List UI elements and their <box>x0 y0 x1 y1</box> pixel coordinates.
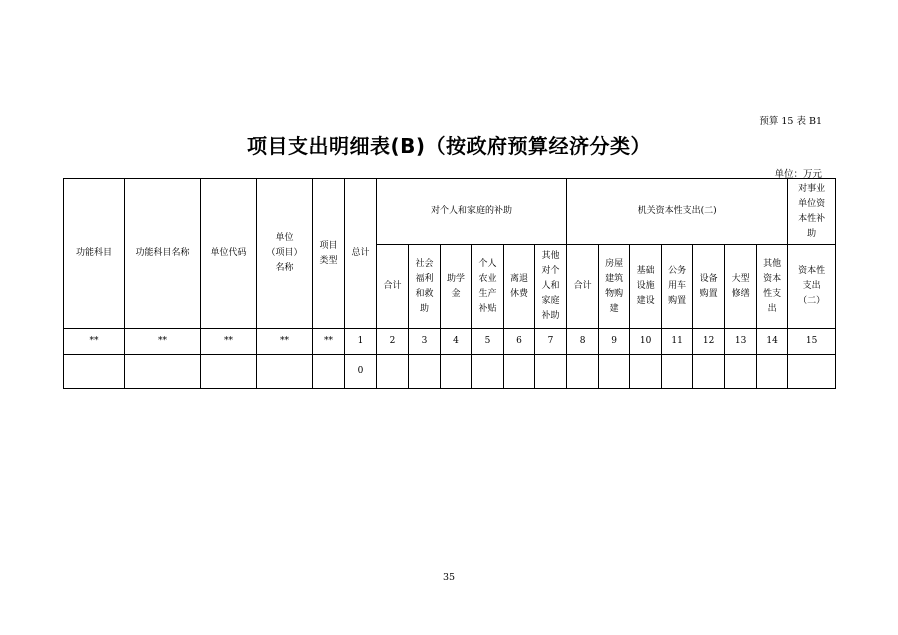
index-cell: ** <box>257 329 313 355</box>
header-other-personal: 其他 对个 人和 家庭 补助 <box>535 245 567 329</box>
header-infrastructure: 基础 设施 建设 <box>630 245 662 329</box>
data-row <box>64 355 836 389</box>
data-cell <box>599 355 630 389</box>
header-func-subject: 功能科目 <box>64 179 125 329</box>
index-cell: 9 <box>599 329 630 355</box>
data-cell <box>504 355 535 389</box>
header-row-1 <box>64 179 836 245</box>
index-row <box>64 329 836 355</box>
data-cell <box>409 355 441 389</box>
index-cell: ** <box>125 329 201 355</box>
index-cell: 14 <box>757 329 788 355</box>
data-cell-total: 0 <box>345 355 377 389</box>
header-total: 总计 <box>345 179 377 329</box>
index-cell: 5 <box>472 329 504 355</box>
page-number: 35 <box>442 572 456 583</box>
index-cell: 13 <box>725 329 757 355</box>
index-cell: ** <box>201 329 257 355</box>
unit-label: 单位：万元 <box>774 169 822 180</box>
data-cell <box>535 355 567 389</box>
header-vehicle-purchase: 公务 用车 购置 <box>662 245 693 329</box>
index-cell: 10 <box>630 329 662 355</box>
data-cell <box>662 355 693 389</box>
index-cell: 4 <box>441 329 472 355</box>
header-group-capital: 机关资本性支出(二) <box>567 179 788 245</box>
data-cell <box>313 355 345 389</box>
header-func-subject-name: 功能科目名称 <box>125 179 201 329</box>
form-code: 预算 15 表 B1 <box>759 116 822 127</box>
data-cell <box>725 355 757 389</box>
header-capital-total: 合计 <box>567 245 599 329</box>
index-cell: 12 <box>693 329 725 355</box>
header-subsidy-capital: 资本性 支出 （二） <box>788 245 836 329</box>
index-cell: 15 <box>788 329 836 355</box>
header-major-repair: 大型 修缮 <box>725 245 757 329</box>
data-cell <box>441 355 472 389</box>
data-cell <box>201 355 257 389</box>
data-cell <box>630 355 662 389</box>
expenditure-table <box>63 178 836 389</box>
index-cell: 7 <box>535 329 567 355</box>
data-cell <box>377 355 409 389</box>
index-cell: 1 <box>345 329 377 355</box>
header-project-type: 项目 类型 <box>313 179 345 329</box>
header-unit-code: 单位代码 <box>201 179 257 329</box>
data-cell <box>693 355 725 389</box>
index-cell: ** <box>313 329 345 355</box>
header-other-capital: 其他 资本 性支 出 <box>757 245 788 329</box>
header-equipment: 设备 购置 <box>693 245 725 329</box>
data-cell <box>757 355 788 389</box>
index-cell: ** <box>64 329 125 355</box>
header-social-welfare: 社会 福利 和救 助 <box>409 245 441 329</box>
header-unit-name: 单位 （项目） 名称 <box>257 179 313 329</box>
header-scholarship: 助学 金 <box>441 245 472 329</box>
index-cell: 3 <box>409 329 441 355</box>
header-building-purchase: 房屋 建筑 物购 建 <box>599 245 630 329</box>
data-cell <box>472 355 504 389</box>
data-cell <box>257 355 313 389</box>
data-cell <box>567 355 599 389</box>
data-cell <box>788 355 836 389</box>
data-cell <box>125 355 201 389</box>
header-group-subsidy: 对事业 单位资 本性补 助 <box>788 179 836 245</box>
header-retirement: 离退 休费 <box>504 245 535 329</box>
page-title: 项目支出明细表(B)（按政府预算经济分类） <box>246 134 652 158</box>
header-personal-total: 合计 <box>377 245 409 329</box>
header-agri-subsidy: 个人 农业 生产 补贴 <box>472 245 504 329</box>
header-group-personal: 对个人和家庭的补助 <box>377 179 567 245</box>
index-cell: 11 <box>662 329 693 355</box>
data-cell <box>64 355 125 389</box>
index-cell: 2 <box>377 329 409 355</box>
index-cell: 6 <box>504 329 535 355</box>
index-cell: 8 <box>567 329 599 355</box>
